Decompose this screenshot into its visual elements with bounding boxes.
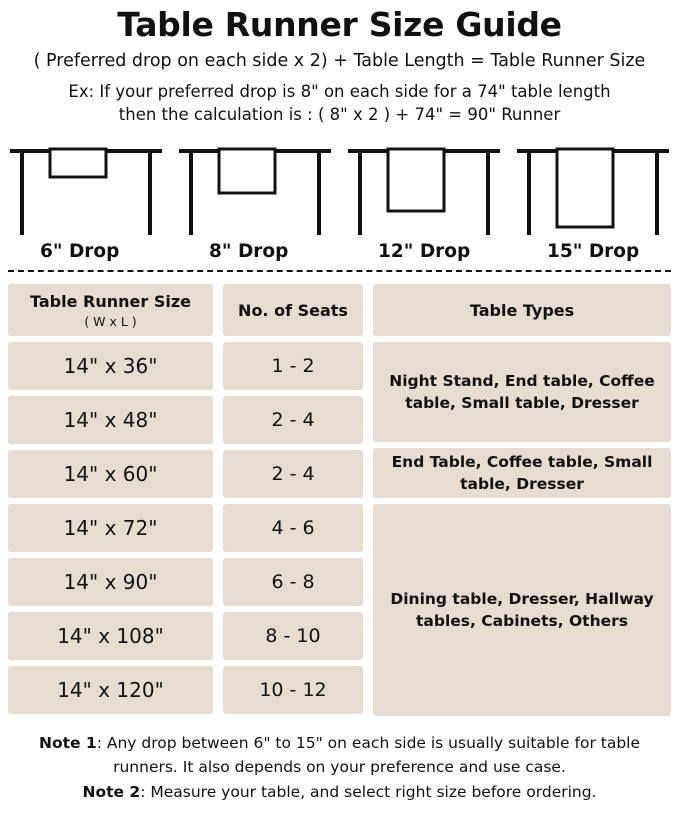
drop-diagram-6 [6, 139, 166, 262]
table-row: 14" x 90" [8, 558, 213, 606]
note-2-text: : Measure your table, and select right size before ordering. [140, 782, 597, 801]
table-row: 1 - 2 [223, 342, 363, 390]
table-row: Dining table, Dresser, Hallway tables, Cabinets, Others [373, 504, 671, 716]
table-row: 14" x 72" [8, 504, 213, 552]
table-header-seats-label: No. of Seats [238, 300, 348, 320]
drop-label-12: 12" Drop [378, 241, 471, 263]
notes-section [6, 732, 673, 804]
example-text [0, 80, 679, 128]
drop-diagram-12 [344, 139, 504, 262]
table-drop-illustration-icon [513, 139, 673, 237]
table-row: 2 - 4 [223, 450, 363, 498]
example-line-1: Ex: If your preferred drop is 8" on each side for a 74" table length [68, 81, 611, 101]
table-header-seats [223, 284, 363, 336]
table-drop-illustration-icon [344, 139, 504, 237]
table-header-types-label: Table Types [469, 300, 575, 320]
drop-label-6: 6" Drop [40, 241, 120, 263]
size-table [8, 284, 671, 722]
column-seats [223, 284, 363, 722]
table-row: 14" x 120" [8, 666, 213, 714]
table-row: 2 - 4 [223, 396, 363, 444]
table-drop-illustration-icon [175, 139, 335, 237]
drop-label-8: 8" Drop [209, 241, 289, 263]
column-runner-size [8, 284, 213, 722]
drop-label-15: 15" Drop [547, 241, 640, 263]
table-row: Night Stand, End table, Coffee table, Small table, Dresser [373, 342, 671, 442]
drop-diagram-8 [175, 139, 335, 262]
table-header-runner [8, 284, 213, 336]
example-line-2: then the calculation is : ( 8" x 2 ) + 74" = 90" Runner [118, 105, 561, 125]
table-row: 10 - 12 [223, 666, 363, 714]
section-divider [8, 270, 671, 272]
table-row: 8 - 10 [223, 612, 363, 660]
table-row: 6 - 8 [223, 558, 363, 606]
table-row: 4 - 6 [223, 504, 363, 552]
table-row: 14" x 108" [8, 612, 213, 660]
page-title: Table Runner Size Guide [117, 5, 562, 44]
table-header-types [373, 284, 671, 336]
table-drop-illustration-icon [6, 139, 166, 237]
column-table-types [373, 284, 671, 722]
infographic-page [0, 6, 679, 832]
table-row: 14" x 36" [8, 342, 213, 390]
drop-diagrams [0, 139, 679, 262]
table-row: 14" x 60" [8, 450, 213, 498]
note-1-label: Note 1 [38, 734, 97, 753]
drop-diagram-15 [513, 139, 673, 262]
table-header-runner-sub: ( W x L ) [84, 313, 137, 329]
note-2 [6, 781, 673, 804]
table-row: 14" x 48" [8, 396, 213, 444]
table-row: End Table, Coffee table, Small table, Dresser [373, 448, 671, 498]
note-2-label: Note 2 [82, 782, 141, 801]
note-1 [6, 732, 673, 779]
formula-text: ( Preferred drop on each side x 2) + Table Length = Table Runner Size [33, 50, 646, 71]
table-header-runner-label: Table Runner Size [30, 292, 191, 312]
note-1-text: : Any drop between 6" to 15" on each side is usually suitable for table runners. It also depends on your preference and use case. [96, 734, 641, 776]
